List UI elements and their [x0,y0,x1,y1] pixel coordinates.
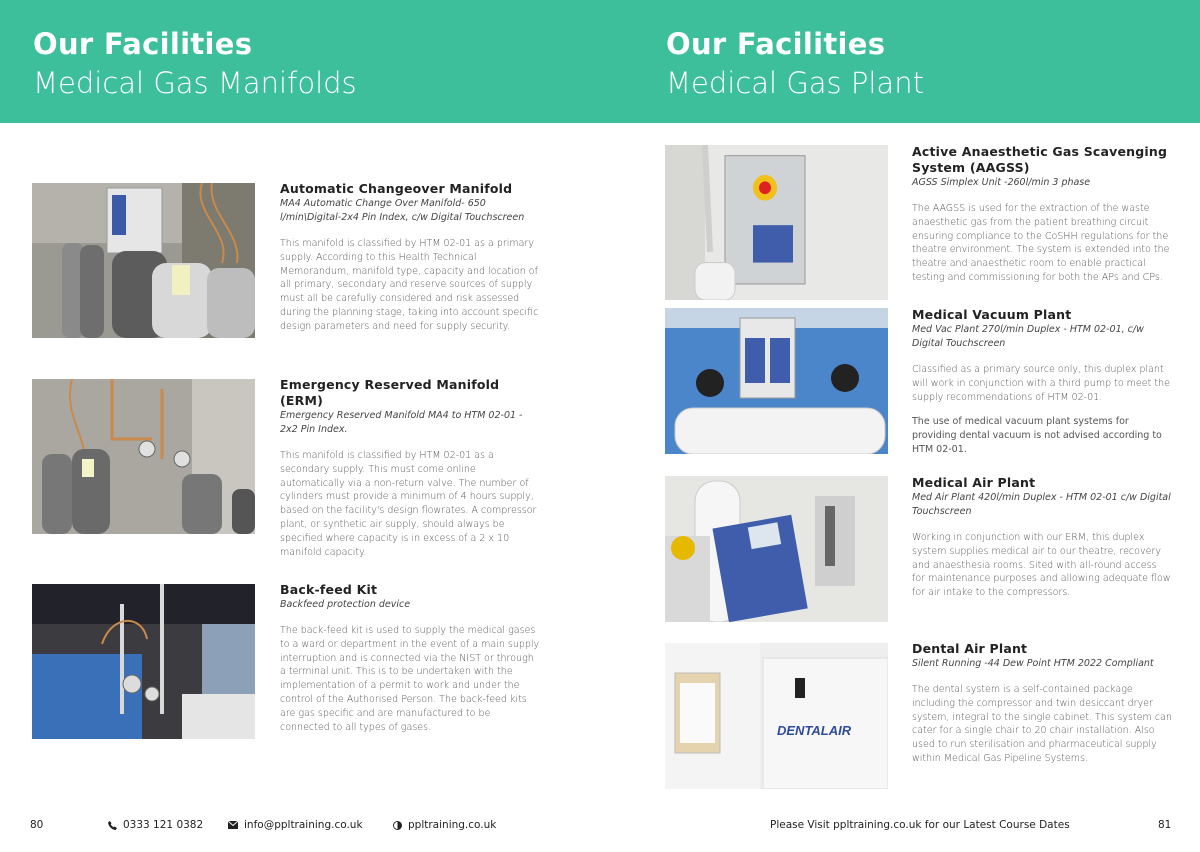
section-body: Working in conjunction with our ERM, this duplex system supplies medical air to our theatre, recovery and anaesthesia rooms. Sited with all-round access for maintenance purposes and allowing adequate flow for air intake to the compressors. [912,532,1171,599]
header-right-subtitle: Medical Gas Plant [666,66,924,100]
page-number-right: 81 [1158,819,1172,831]
section-title: Medical Air Plant [912,475,1036,490]
phone-icon [108,821,117,830]
section-subtitle: Emergency Reserved Manifold MA4 to HTM 02-01 - 2x2 Pin Index. [280,410,523,435]
section-subtitle: Med Air Plant 420l/min Duplex - HTM 02-01 c/w Digital Touchscreen [912,492,1171,517]
medical-vacuum-plant-photo [665,308,888,454]
footer-phone[interactable] [108,818,203,832]
section-body-2: The use of medical vacuum plant systems for providing dental vacuum is not advised according to HTM 02-01. [912,416,1162,455]
section-subtitle: MA4 Automatic Change Over Manifold- 650 l/min\Digital-2x4 Pin Index, c/w Digital Touchscreen [280,198,525,223]
globe-icon [393,821,402,830]
dentalair-logo: DENTALAIR [777,723,852,738]
section-subtitle: Med Vac Plant 270l/min Duplex - HTM 02-01, c/w Digital Touchscreen [912,324,1144,349]
back-feed-kit-text [280,582,542,734]
aagss-text [912,144,1172,285]
header-left-subtitle: Medical Gas Manifolds [33,66,357,100]
footer-email[interactable] [228,818,363,832]
footer-website-text: ppltraining.co.uk [408,819,497,831]
page-footer [0,818,1200,838]
section-subtitle: AGSS Simplex Unit -260l/min 3 phase [912,177,1091,188]
header-right-title: Our Facilities [666,27,886,61]
section-title: Back-feed Kit [280,582,378,597]
section-title: Active Anaesthetic Gas Scavenging System (AAGSS) [912,144,1168,175]
section-body: The back-feed kit is used to supply the medical gases to a ward or department in the event of a main supply interruption and is connected via the NIST or through a terminal unit. This is to be undertaken with the implementation of a permit to work and under the control of the Authorised Person. The back-feed kits are gas specific and are manufactured to be connected to all types of gases. [280,625,540,733]
emergency-reserved-manifold-photo [32,379,255,534]
medical-air-plant-photo [665,476,888,622]
aagss-photo [665,145,888,300]
footer-promo: Please Visit ppltraining.co.uk for our Latest Course Dates [770,819,1070,831]
email-icon [228,821,238,829]
section-body: The dental system is a self-contained package including the compressor and twin desiccant dryer system, integral to the single cabinet. This system can cater for a single chair to 20 chair installation. Also used to run sterilisation and pharmaceutical supply within Medical Gas Pipeline Systems. [912,684,1172,764]
automatic-changeover-manifold-photo [32,183,255,338]
section-body: This manifold is classified by HTM 02-01 as a primary supply. According to this Health Technical Memorandum, manifold type, capacity and location of all primary, secondary and reserve sources of supply must all be carefully considered and risk assessed during the planning stage, taking into account specific design parameters and need for supply security. [280,238,539,332]
section-subtitle: Silent Running -44 Dew Point HTM 2022 Compliant [912,658,1154,669]
section-body: The AAGSS is used for the extraction of the waste anaesthetic gas from the patient breathing circuit ensuring compliance to the CoSHH regulations for the theatre environment. The system is extended into the theatre and anaesthetic room to enable practical testing and commissioning for both the APs and CPs. [912,203,1170,283]
page-number-left: 80 [30,819,44,831]
emergency-reserved-manifold-text [280,377,542,559]
medical-vacuum-plant-text [912,307,1172,457]
section-body: Classified as a primary source only, this duplex plant will work in conjunction with a third pump to meet the supply recommendations of HTM 02-01. [912,364,1170,403]
section-title: Emergency Reserved Manifold (ERM) [280,377,500,408]
dental-air-plant-text [912,641,1172,766]
section-subtitle: Backfeed protection device [280,599,411,610]
page-header [0,0,1200,123]
section-body: This manifold is classified by HTM 02-01 as a secondary supply. This must come online automatically via a non-return valve. The number of cylinders must provide a minimum of 4 hours supply, based on the facility's design flowrates. A compressor plant, or synthetic air supply, should always be specified where capacity is in excess of a 2 x 10 manifold capacity. [280,450,537,558]
footer-phone-text: 0333 121 0382 [123,819,204,831]
dental-air-plant-photo [665,643,888,789]
header-right [666,26,924,104]
section-title: Dental Air Plant [912,641,1028,656]
section-title: Automatic Changeover Manifold [280,181,513,196]
header-left [33,26,357,104]
footer-website[interactable] [393,818,496,832]
header-left-title: Our Facilities [33,27,253,61]
footer-email-text: info@ppltraining.co.uk [244,819,363,831]
automatic-changeover-manifold-text [280,181,542,334]
medical-air-plant-text [912,475,1172,600]
section-title: Medical Vacuum Plant [912,307,1072,322]
back-feed-kit-photo [32,584,255,739]
